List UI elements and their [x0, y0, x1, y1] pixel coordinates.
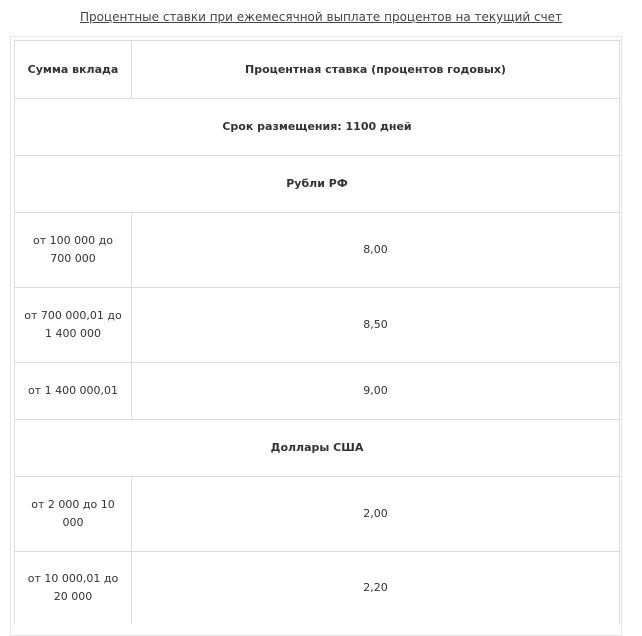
- rate-cell: 9,00: [132, 363, 620, 420]
- header-row: [15, 41, 620, 99]
- sum-cell: от 100 000 до 700 000: [15, 213, 132, 288]
- header-sum: Сумма вклада: [15, 41, 132, 99]
- rate-cell: 2,00: [132, 477, 620, 552]
- sum-cell: от 2 000 до 10 000: [15, 477, 132, 552]
- currency-row-rub: [15, 156, 620, 213]
- page-title: Процентные ставки при ежемесячной выплате процентов на текущий счет: [79, 10, 563, 24]
- table-row: [15, 213, 620, 288]
- table-row: [15, 363, 620, 420]
- sum-cell: от 10 000,01 до 20 000: [15, 552, 132, 625]
- rate-cell: 8,50: [132, 288, 620, 363]
- table-row: [15, 477, 620, 552]
- currency-row-usd: [15, 420, 620, 477]
- rate-cell: 2,20: [132, 552, 620, 625]
- term-row: [15, 99, 620, 156]
- table-row: [15, 288, 620, 363]
- header-rate: Процентная ставка (процентов годовых): [132, 41, 620, 99]
- sum-cell: от 1 400 000,01: [15, 363, 132, 420]
- currency-label-usd: Доллары США: [15, 420, 620, 477]
- table-row: [15, 552, 620, 625]
- sum-cell: от 700 000,01 до 1 400 000: [15, 288, 132, 363]
- term-label: Срок размещения: 1100 дней: [15, 99, 620, 156]
- currency-label-rub: Рубли РФ: [15, 156, 620, 213]
- rate-cell: 8,00: [132, 213, 620, 288]
- rates-table: [14, 40, 620, 624]
